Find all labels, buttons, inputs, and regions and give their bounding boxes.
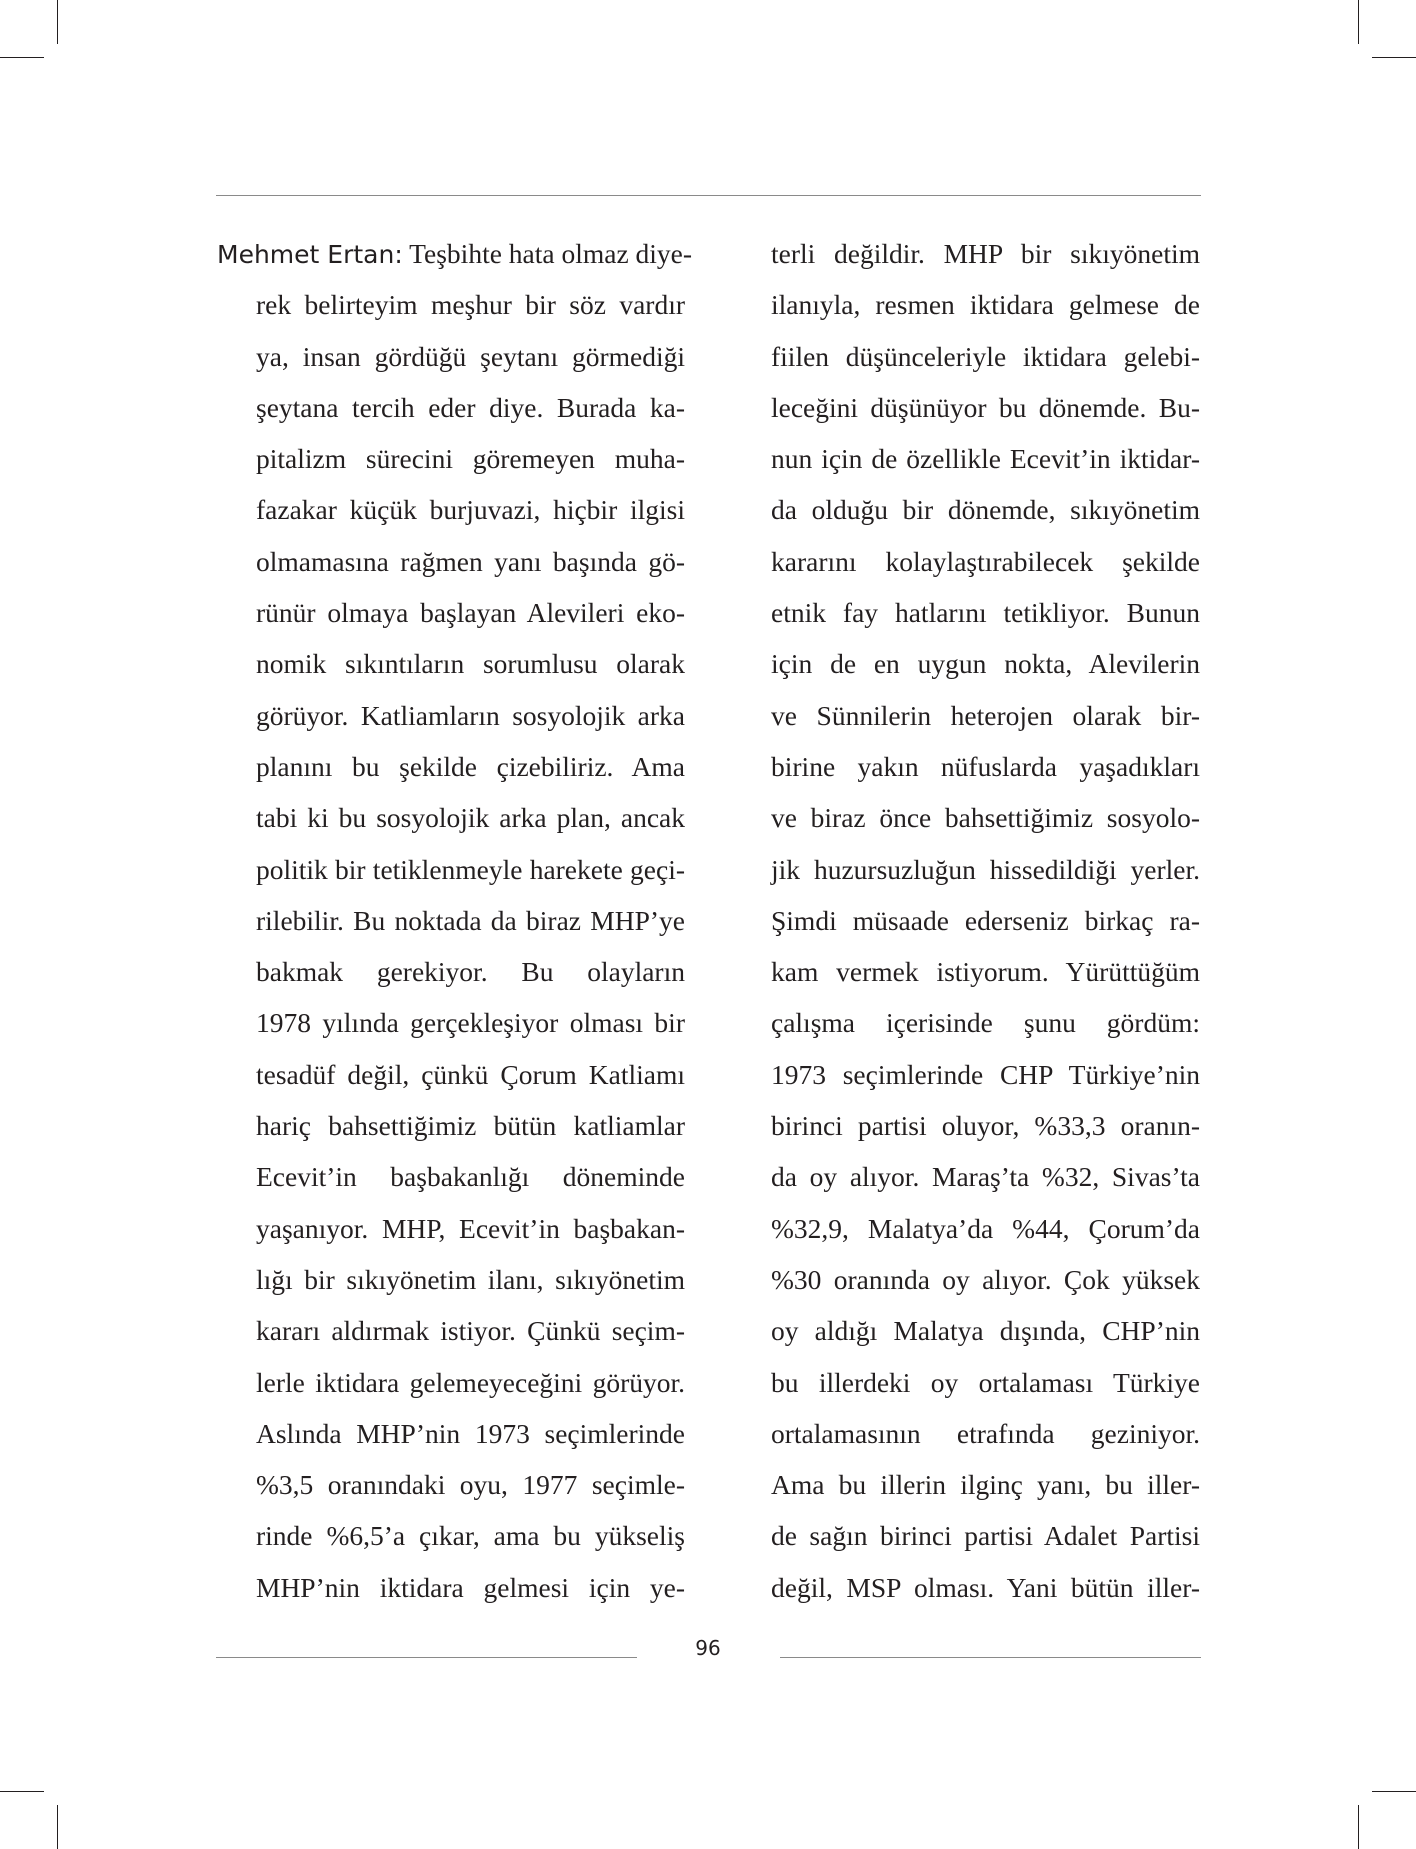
text-line: de sağın birinci partisi Adalet Partisi — [771, 1520, 1200, 1552]
crop-mark-bottom-right-vertical — [1358, 1805, 1359, 1849]
crop-mark-top-right-vertical — [1358, 0, 1359, 44]
text-line: %32,9, Malatya’da %44, Çorum’da — [771, 1212, 1200, 1244]
text-line: tabi ki bu sosyolojik arka plan, ancak — [256, 802, 685, 834]
text-line: kararı aldırmak istiyor. Çünkü seçim- — [256, 1315, 685, 1347]
text-line: planını bu şekilde çizebiliriz. Ama — [256, 750, 685, 782]
text-line: Şimdi müsaade ederseniz birkaç ra- — [771, 904, 1200, 936]
header-rule — [216, 195, 1201, 196]
speaker-first-line-text: Teşbihte hata olmaz diye- — [402, 238, 693, 269]
page-number: 96 — [695, 1636, 721, 1660]
text-line: etnik fay hatlarını tetikliyor. Bunun — [771, 597, 1200, 629]
crop-mark-bottom-left-horizontal — [0, 1791, 44, 1792]
left-column — [217, 228, 693, 1613]
text-line: çalışma içerisinde şunu gördüm: — [771, 1007, 1200, 1039]
right-column — [771, 228, 1200, 1613]
text-line: nun için de özellikle Ecevit’in iktidar- — [771, 443, 1200, 475]
text-line: oy aldığı Malatya dışında, CHP’nin — [771, 1315, 1200, 1347]
text-line: ya, insan gördüğü şeytanı görmediği — [256, 340, 685, 372]
text-line: değil, MSP olması. Yani bütün iller- — [771, 1571, 1200, 1603]
text-line: hariç bahsettiğimiz bütün katliamlar — [256, 1110, 685, 1142]
text-line: Ecevit’in başbakanlığı döneminde — [256, 1161, 685, 1193]
text-line: için de en uygun nokta, Alevilerin — [771, 648, 1200, 680]
text-line: ortalamasının etrafında geziniyor. — [771, 1417, 1200, 1449]
text-line: ve biraz önce bahsettiğimiz sosyolo- — [771, 802, 1200, 834]
text-line: fiilen düşünceleriyle iktidara gelebi- — [771, 340, 1200, 372]
text-line: rinde %6,5’a çıkar, ama bu yükseliş — [256, 1520, 685, 1552]
text-line: da oy alıyor. Maraş’ta %32, Sivas’ta — [771, 1161, 1200, 1193]
text-line: jik huzursuzluğun hissedildiği yerler. — [771, 853, 1200, 885]
crop-mark-top-left-horizontal — [0, 57, 44, 58]
speaker-name: Mehmet Ertan — [217, 240, 395, 269]
text-line: pitalizm sürecini göremeyen muha- — [256, 443, 685, 475]
text-line: tesadüf değil, çünkü Çorum Katliamı — [256, 1058, 685, 1090]
text-line: %3,5 oranındaki oyu, 1977 seçimle- — [256, 1469, 685, 1501]
speaker-first-line — [217, 228, 693, 279]
crop-mark-top-right-horizontal — [1372, 57, 1416, 58]
footer-rule-right — [780, 1657, 1201, 1658]
text-line: leceğini düşünüyor bu dönemde. Bu- — [771, 391, 1200, 423]
text-line: bu illerdeki oy ortalaması Türkiye — [771, 1366, 1200, 1398]
text-line: Aslında MHP’nin 1973 seçimlerinde — [256, 1417, 685, 1449]
text-line: ve Sünnilerin heterojen olarak bir- — [771, 699, 1200, 731]
text-line: lığı bir sıkıyönetim ilanı, sıkıyönetim — [256, 1263, 685, 1295]
text-line: da olduğu bir dönemde, sıkıyönetim — [771, 494, 1200, 526]
text-line: rünür olmaya başlayan Alevileri eko- — [256, 597, 685, 629]
text-line: görüyor. Katliamların sosyolojik arka — [256, 699, 685, 731]
text-line: nomik sıkıntıların sorumlusu olarak — [256, 648, 685, 680]
crop-mark-bottom-left-vertical — [57, 1805, 58, 1849]
text-line: Ama bu illerin ilginç yanı, bu iller- — [771, 1469, 1200, 1501]
text-line: ilanıyla, resmen iktidara gelmese de — [771, 289, 1200, 321]
text-line: kararını kolaylaştırabilecek şekilde — [771, 545, 1200, 577]
text-line: 1973 seçimlerinde CHP Türkiye’nin — [771, 1058, 1200, 1090]
text-line: fazakar küçük burjuvazi, hiçbir ilgisi — [256, 494, 685, 526]
text-line: rilebilir. Bu noktada da biraz MHP’ye — [256, 904, 685, 936]
text-line: birine yakın nüfuslarda yaşadıkları — [771, 750, 1200, 782]
text-line: %30 oranında oy alıyor. Çok yüksek — [771, 1263, 1200, 1295]
crop-mark-top-left-vertical — [57, 0, 58, 44]
text-line: birinci partisi oluyor, %33,3 oranın- — [771, 1110, 1200, 1142]
text-line: 1978 yılında gerçekleşiyor olması bir — [256, 1007, 685, 1039]
text-line: lerle iktidara gelemeyeceğini görüyor. — [256, 1366, 685, 1398]
text-line: şeytana tercih eder diye. Burada ka- — [256, 391, 685, 423]
text-line: bakmak gerekiyor. Bu olayların — [256, 956, 685, 988]
text-line: yaşanıyor. MHP, Ecevit’in başbakan- — [256, 1212, 685, 1244]
text-line: kam vermek istiyorum. Yürüttüğüm — [771, 956, 1200, 988]
text-line: terli değildir. MHP bir sıkıyönetim — [771, 238, 1200, 269]
crop-mark-bottom-right-horizontal — [1372, 1791, 1416, 1792]
text-line: olmamasına rağmen yanı başında gö- — [256, 545, 685, 577]
speaker-separator: : — [394, 240, 403, 269]
text-line: MHP’nin iktidara gelmesi için ye- — [256, 1571, 685, 1603]
text-line: rek belirteyim meşhur bir söz vardır — [256, 289, 685, 321]
footer-rule-left — [216, 1657, 637, 1658]
text-line: politik bir tetiklenmeyle harekete geçi- — [256, 853, 685, 885]
